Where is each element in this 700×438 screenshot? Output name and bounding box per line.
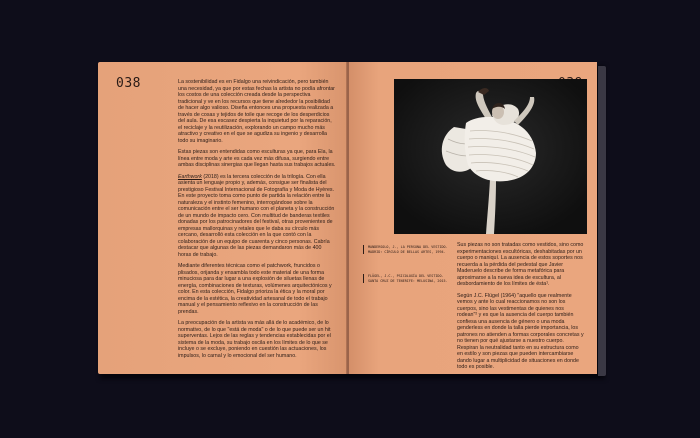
fashion-photo — [394, 79, 587, 234]
paragraph — [178, 174, 336, 259]
paragraph: Según J.C. Flügel (1964) "aquello que realmente vemos y ante lo cual reaccionamos no son los cuerpos, sino las vestimentas de quienes nos rodean"² y es que la ausencia del cuerpo también confiesa una ausencia de género o una moda genderless en donde la talla pierde importancia, los patrones no atienden a formas corporales concretas y no tienen por qué ajustarse a nuestro cuerpo. Respiran la neutralidad tanto en su estructura como en estilo y son piezas que pueden intercambiarse dando lugar a multiplicidad de situaciones en donde todo es posible. — [457, 292, 584, 370]
paragraph: La preocupación de la artista va más allá de lo académico, de lo normativo, de lo que "está de moda" o de lo que puede ser un hit superventas. Lejos de las reglas y tendencias establecidas por el sistema de la moda, su trabajo oscila en los límites de lo que se incluye o se excluye, poniendo en cuestión las actuaciones, los impulsos, lo carnal y lo emocional del ser humano. — [178, 320, 331, 359]
collection-title: Earthwork — [178, 173, 202, 180]
right-page-body — [457, 242, 585, 374]
left-page — [98, 62, 348, 374]
paragraph: La sostenibilidad es en Fidalgo una reivindicación, pero también una necesidad, ya que por estas fechas la artista no podía afrontar los costos de una colección creada desde la perspectiva tradicional y ve en los recursos que tiene alrededor la posibilidad de hacer algo valioso. Diseña entonces una propuesta realizada a través de cosas y tejidos de toile que recoge de los desperdicios del aula. De esa escasez despierta la inquietud por la reparación, el reciclaje y la reutilización, explorando un campo mucho más atractivo y creativo en el que se agudiza su ingenio y desarrolla todo su imaginario. — [178, 79, 335, 144]
left-page-body — [178, 79, 336, 364]
right-page — [349, 62, 597, 374]
page-number-left: 038 — [116, 76, 141, 91]
open-book — [98, 62, 603, 377]
footnote-1: MANDERSOLO, J., LA PERSONA DEL VESTIDO. MADRID: CÍRCULO DE BELLAS ARTES, 1994. — [363, 245, 454, 254]
paragraph: Sus piezas no son tratadas como vestidos, sino como experimentaciones escultóricas, deshabitadas por un cuerpo o maniquí. La ausencia de estos soportes nos recuerda a la pérdida del pedestal que Javier Maderuelo describe de forma metafórica para aproximarse a la nueva idea de escultura, al desbordamiento de los límites de ésta¹. — [457, 242, 584, 287]
paragraph: Estas piezas son entendidas como esculturas ya que, para Ela, la línea entre moda y arte es cada vez más difusa, surgiendo entre ambas disciplinas sinergias que llegan hasta sus trabajos actuales. — [178, 149, 336, 168]
footnote-2: FLÜGEL, J.C., PSICOLOGÍA DEL VESTIDO. SANTA CRUZ DE TENERIFE: MELUSINA, 2015. — [363, 274, 454, 283]
paragraph-text: (2018) es la tercera colección de la trilogía. Con ella asienta un lenguaje propio y, además, consigue ser finalista del prestigioso Festival Internacional de Fotografía y Moda de Hyères. En este proyecto toma como punto de partida la relación entre la naturaleza y el instinto femenino, interrogándose sobre la comunicación entre el ser humano con el planeta y la construcción de un mundo de impacto cero. Con multitud de banderas textiles donadas por los patrocinadores del festival, otras provenientes de empresas mallorquinas y retales que le daba su círculo más cercano, desarrolló esta colección en la que contó con la colaboración de un equipo de cuarenta y cinco personas. Cabría destacar que algunas de las piezas demandaron más de 400 horas de trabajo. — [178, 173, 335, 258]
sculptural-garment-figure — [394, 79, 587, 234]
paragraph: Mediante diferentes técnicas como el patchwork, fruncidos o plisados, orijanda y ensambla todo este material de una forma minuciosa para dar lugar a una explosión de siluetas llenas de energía, combinaciones de texturas, volúmenes arquitectónicos y color. En esta colección, Fidalgo prioriza la ética y la moral por encima de la estética, la creatividad artesanal de todo el trabajo manual y el pensamiento reflexivo en la construcción de las prendas. — [178, 263, 332, 315]
